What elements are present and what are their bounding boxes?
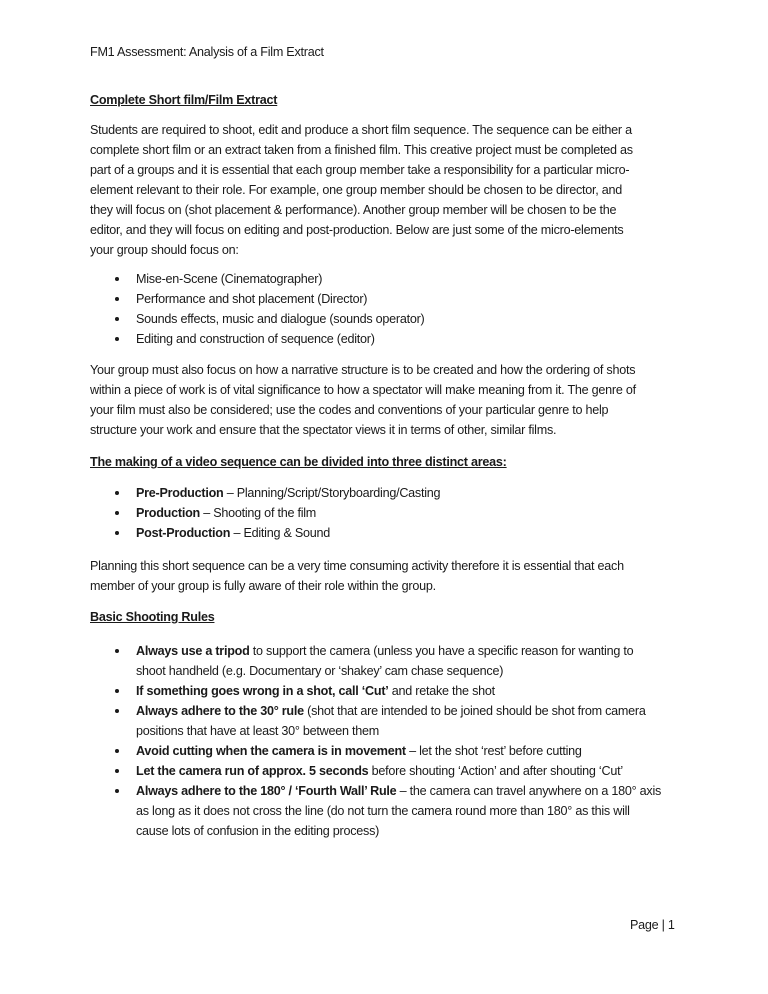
list-item-line: Editing and construction of sequence (editor) [136, 332, 375, 346]
item-text: – the camera can travel anywhere on a 180° axis [396, 784, 662, 798]
bullet-icon [115, 337, 119, 341]
header-text: FM1 Assessment: Analysis of a Film Extract [90, 45, 324, 59]
document-header [90, 42, 324, 62]
bullet-icon [115, 511, 119, 515]
bullet-icon [115, 531, 119, 535]
bullet-icon [115, 297, 119, 301]
heading-text: Complete Short film/Film Extract [90, 93, 278, 107]
list-item [90, 289, 425, 309]
bullet-icon [115, 709, 119, 713]
section-heading [90, 607, 214, 627]
section-heading [90, 452, 507, 472]
bold-term: Production [136, 506, 200, 520]
heading-text: Basic Shooting Rules [90, 610, 215, 624]
paragraph-line: editor, and they will focus on editing and post-production. Below are just some of the micro-elements [90, 223, 624, 237]
bullet-icon [115, 749, 119, 753]
item-text: to support the camera (unless you have a specific reason for wanting to [249, 644, 634, 658]
bullet-list [90, 483, 440, 543]
list-item [90, 523, 440, 543]
list-item-line [136, 681, 661, 701]
heading-text: The making of a video sequence can be divided into three distinct areas: [90, 455, 507, 469]
paragraph [90, 120, 633, 260]
list-item-line: cause lots of confusion in the editing process) [136, 824, 380, 838]
bullet-icon [115, 789, 119, 793]
list-item [90, 483, 440, 503]
list-item [90, 641, 661, 681]
bold-term: Always adhere to the 30° rule [136, 704, 304, 718]
paragraph-line: element relevant to their role. For example, one group member should be chosen to be director, and [90, 183, 623, 197]
paragraph-line: they will focus on (shot placement & performance). Another group member will be chosen to be the [90, 203, 617, 217]
list-item [90, 681, 661, 701]
list-item-line [136, 781, 661, 801]
paragraph-line: your film must also be considered; use the codes and conventions of your particular genre to help [90, 403, 609, 417]
list-item-line [136, 701, 661, 721]
list-item [90, 503, 440, 523]
page-number-text: Page | 1 [630, 918, 675, 932]
bullet-icon [115, 317, 119, 321]
list-item [90, 309, 425, 329]
item-text: before shouting ‘Action’ and after shouting ‘Cut’ [368, 764, 623, 778]
paragraph-line: member of your group is fully aware of their role within the group. [90, 579, 436, 593]
paragraph-line: part of a groups and it is essential that each group member take a responsibility for a particular micro- [90, 163, 630, 177]
paragraph [90, 360, 636, 440]
list-item [90, 761, 661, 781]
paragraph-line: Students are required to shoot, edit and produce a short film sequence. The sequence can be either a [90, 123, 632, 137]
list-item-line: as long as it does not cross the line (do not turn the camera round more than 180° as this will [136, 804, 630, 818]
paragraph-line: Planning this short sequence can be a very time consuming activity therefore it is essential that each [90, 559, 624, 573]
bold-term: Avoid cutting when the camera is in movement [136, 744, 406, 758]
bullet-list [90, 269, 425, 349]
bullet-icon [115, 277, 119, 281]
list-item-line [136, 523, 440, 543]
list-item-line [136, 483, 440, 503]
bold-term: Always use a tripod [136, 644, 250, 658]
item-text: – Editing & Sound [230, 526, 331, 540]
paragraph-line: structure your work and ensure that the spectator views it in terms of other, similar films. [90, 423, 557, 437]
list-item [90, 781, 661, 841]
list-item [90, 741, 661, 761]
bold-term: Always adhere to the 180° / ‘Fourth Wall’ Rule [136, 784, 397, 798]
paragraph-line: complete short film or an extract taken from a finished film. This creative project must be completed as [90, 143, 633, 157]
list-item-line [136, 503, 440, 523]
paragraph-line: Your group must also focus on how a narrative structure is to be created and how the ordering of shots [90, 363, 636, 377]
item-text: and retake the shot [388, 684, 495, 698]
list-item-line: Mise-en-Scene (Cinematographer) [136, 272, 323, 286]
bullet-icon [115, 649, 119, 653]
list-item-line [136, 641, 661, 661]
paragraph-line: your group should focus on: [90, 243, 239, 257]
item-text: – Shooting of the film [199, 506, 317, 520]
item-text: – Planning/Script/Storyboarding/Casting [223, 486, 441, 500]
bullet-icon [115, 689, 119, 693]
list-item-line [136, 761, 661, 781]
section-heading [90, 90, 277, 110]
paragraph-line: within a piece of work is of vital significance to how a spectator will make meaning from it. The genre of [90, 383, 636, 397]
bullet-list [90, 641, 661, 841]
bold-term: Let the camera run of approx. 5 seconds [136, 764, 369, 778]
list-item [90, 269, 425, 289]
bold-term: If something goes wrong in a shot, call ‘Cut’ [136, 684, 389, 698]
item-text: (shot that are intended to be joined should be shot from camera [303, 704, 646, 718]
bold-term: Pre-Production [136, 486, 224, 500]
item-text: – let the shot ‘rest’ before cutting [405, 744, 582, 758]
page-number [630, 915, 675, 935]
paragraph [90, 556, 624, 596]
bullet-icon [115, 491, 119, 495]
list-item [90, 701, 661, 741]
bullet-icon [115, 769, 119, 773]
list-item-line: Performance and shot placement (Director) [136, 292, 368, 306]
list-item-line: Sounds effects, music and dialogue (sounds operator) [136, 312, 425, 326]
list-item-line [136, 741, 661, 761]
list-item [90, 329, 425, 349]
list-item-line: positions that have at least 30° between them [136, 724, 380, 738]
bold-term: Post-Production [136, 526, 231, 540]
list-item-line: shoot handheld (e.g. Documentary or ‘shakey’ cam chase sequence) [136, 664, 504, 678]
